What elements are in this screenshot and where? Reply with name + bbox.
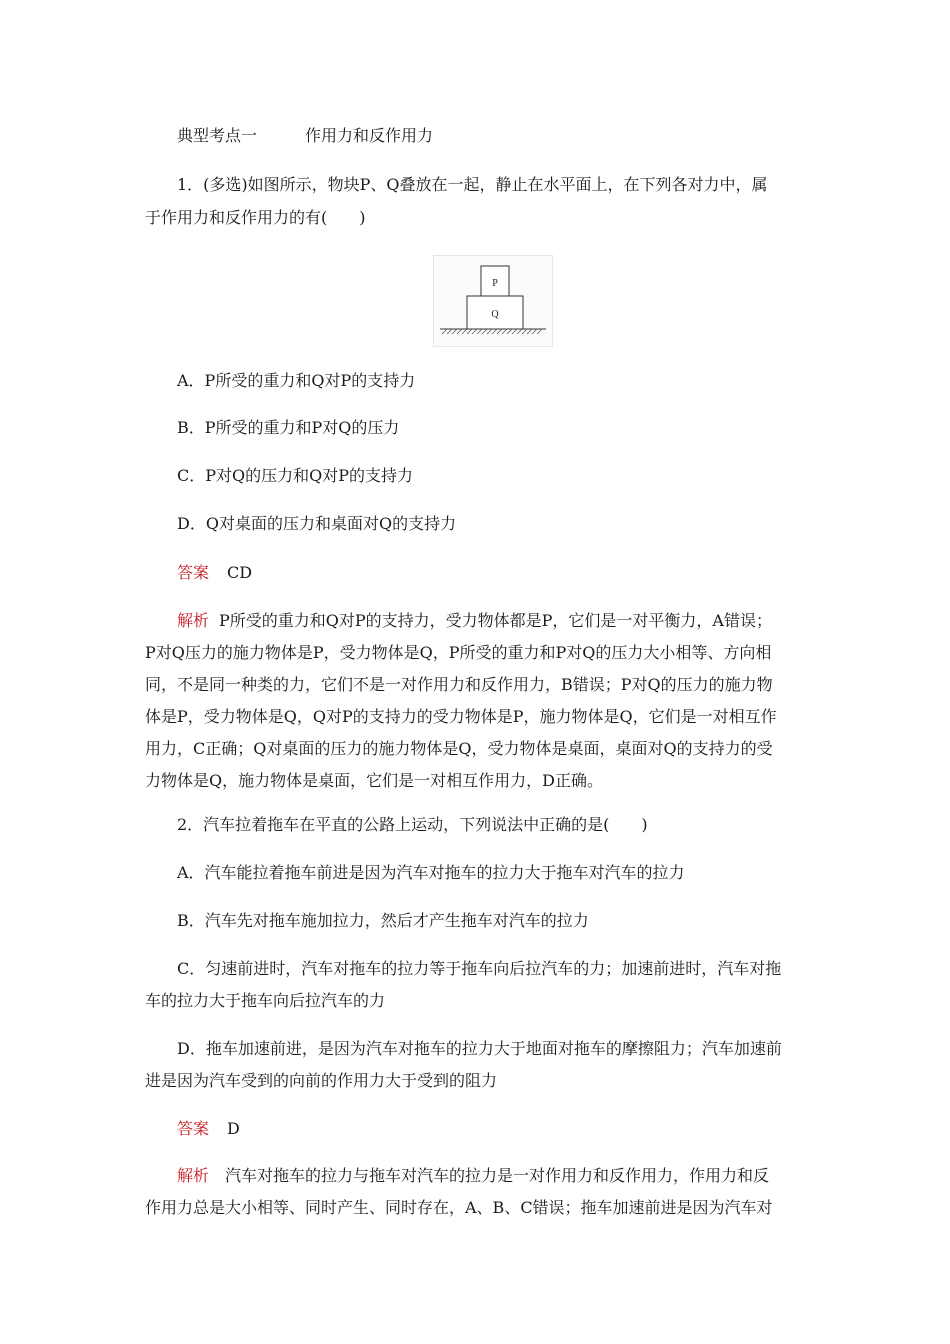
q2-option-b: B．汽车先对拖车施加拉力，然后才产生拖车对汽车的拉力 [177, 911, 589, 930]
q1-option-d: D．Q对桌面的压力和桌面对Q的支持力 [177, 514, 457, 533]
q1-option-b: B．P所受的重力和P对Q的压力 [177, 418, 400, 437]
q1-analysis-line-2: P对Q压力的施力物体是P，受力物体是Q，P所受的重力和P对Q的压力大小相等、方向相 [145, 643, 772, 662]
q2-analysis-text-1: 汽车对拖车的拉力与拖车对汽车的拉力是一对作用力和反作用力，作用力和反 [225, 1166, 770, 1185]
block-p-label: P [492, 278, 498, 289]
q2-answer-value: D [227, 1119, 240, 1138]
q1-figure-blocks-diagram [433, 255, 553, 347]
q1-analysis-line-6: 力物体是Q，施力物体是桌面，它们是一对相互作用力，D正确。 [145, 771, 603, 790]
q2-analysis-line-1 [177, 1166, 810, 1186]
section-heading [177, 126, 810, 146]
block-q-label: Q [491, 309, 499, 320]
section-label: 典型考点一 [177, 126, 258, 145]
q1-analysis-label: 解析 [177, 611, 210, 630]
q2-option-c-line-1: C．匀速前进时，汽车对拖车的拉力等于拖车向后拉汽车的力；加速前进时，汽车对拖 [177, 959, 782, 978]
q2-option-c-line-2: 车的拉力大于拖车向后拉汽车的力 [145, 991, 386, 1010]
q2-stem: 2．汽车拉着拖车在平直的公路上运动，下列说法中正确的是( ) [177, 815, 648, 834]
q2-option-d-line-1: D．拖车加速前进，是因为汽车对拖车的拉力大于地面对拖车的摩擦阻力；汽车加速前 [177, 1039, 782, 1058]
q1-analysis-line-4: 体是P，受力物体是Q，Q对P的支持力的受力物体是P，施力物体是Q，它们是一对相互作 [145, 707, 777, 726]
q2-option-d-line-2: 进是因为汽车受到的向前的作用力大于受到的阻力 [145, 1071, 498, 1090]
blocks-diagram-svg [434, 256, 552, 346]
q1-analysis-line-5: 用力，C正确；Q对桌面的压力的施力物体是Q，受力物体是桌面，桌面对Q的支持力的受 [145, 739, 773, 758]
q1-analysis-text-1: P所受的重力和Q对P的支持力，受力物体都是P，它们是一对平衡力，A错误； [219, 611, 772, 630]
q1-option-c: C．P对Q的压力和Q对P的支持力 [177, 466, 414, 485]
q1-answer [177, 563, 810, 583]
q1-answer-label: 答案 [177, 563, 210, 582]
q1-option-a: A．P所受的重力和Q对P的支持力 [177, 371, 416, 390]
q2-analysis-label: 解析 [177, 1166, 210, 1185]
q2-answer [177, 1119, 810, 1139]
q1-analysis-line-1 [177, 611, 810, 631]
q2-analysis-line-2: 作用力总是大小相等、同时产生、同时存在，A、B、C错误；拖车加速前进是因为汽车对 [145, 1198, 773, 1217]
q1-stem-line-1: 1．(多选)如图所示，物块P、Q叠放在一起，静止在水平面上，在下列各对力中，属 [177, 175, 768, 194]
q2-option-a: A．汽车能拉着拖车前进是因为汽车对拖车的拉力大于拖车对汽车的拉力 [177, 863, 685, 882]
ground-hatching [442, 329, 542, 334]
q2-answer-label: 答案 [177, 1119, 210, 1138]
q1-analysis-line-3: 同，不是同一种类的力，它们不是一对作用力和反作用力，B错误；P对Q的压力的施力物 [145, 675, 773, 694]
q1-stem-line-2: 于作用力和反作用力的有( ) [145, 208, 366, 227]
q1-answer-value: CD [227, 563, 253, 582]
section-title: 作用力和反作用力 [305, 126, 434, 145]
